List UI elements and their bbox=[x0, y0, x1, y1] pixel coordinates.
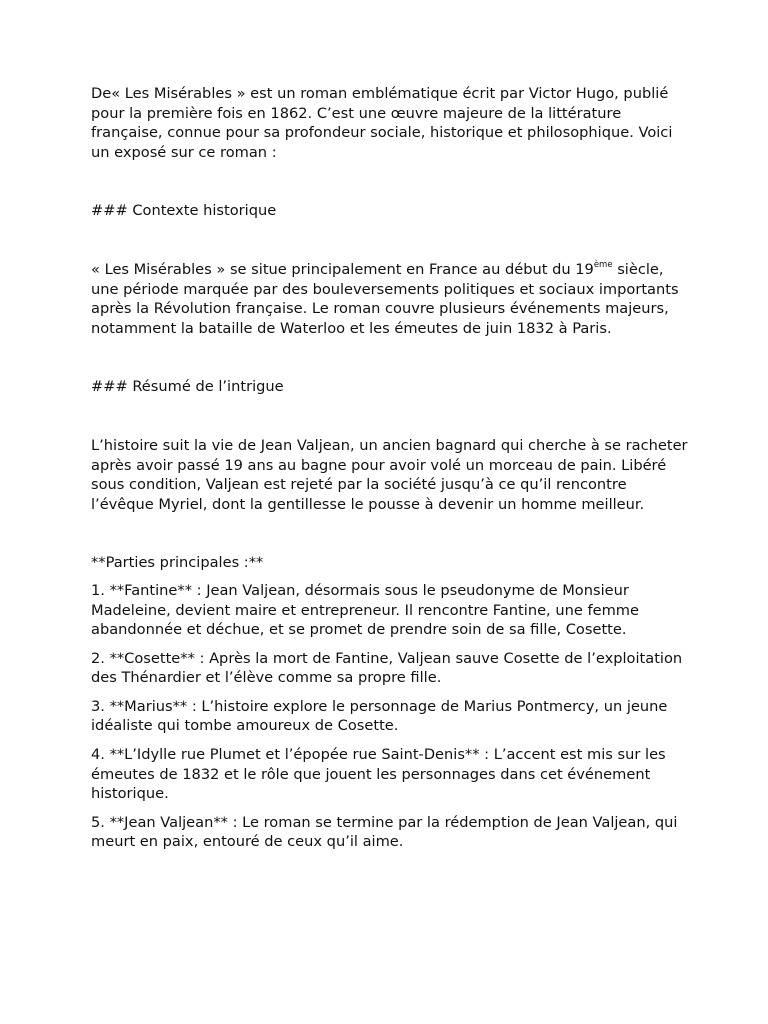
context-paragraph bbox=[91, 260, 691, 338]
list-item: 3. **Marius** : L’histoire explore le personnage de Marius Pontmercy, un jeune idéaliste qui tombe amoureux de Cosette. bbox=[91, 697, 668, 735]
list-item: 1. **Fantine** : Jean Valjean, désormais sous le pseudonyme de Monsieur Madeleine, devient maire et entrepreneur. Il rencontre Fantine, une femme abandonnée et déchue, et se promet de prendre soin de sa fille, Cosette. bbox=[91, 581, 639, 639]
parts-title: **Parties principales :** bbox=[91, 554, 264, 572]
intro-paragraph: De« Les Misérables » est un roman emblématique écrit par Victor Hugo, publié pour la première fois en 1862. C’est une œuvre majeure de la littérature française, connue pour sa profondeur sociale, historique et philosophique. Voici un exposé sur ce roman : bbox=[91, 85, 673, 161]
document-page bbox=[91, 84, 691, 861]
list-item: 5. **Jean Valjean** : Le roman se termine par la rédemption de Jean Valjean, qui meurt en paix, entouré de ceux qu’il aime. bbox=[91, 813, 678, 851]
heading-context: ### Contexte historique bbox=[91, 202, 277, 220]
summary-paragraph: L’histoire suit la vie de Jean Valjean, un ancien bagnard qui cherche à se racheter après avoir passé 19 ans au bagne pour avoir volé un morceau de pain. Libéré sous condition, Valjean est rejeté par la société jusqu’à ce qu’il rencontre l’évêque Myriel, dont la gentillesse le pousse à devenir un homme meilleur. bbox=[91, 436, 688, 513]
parts-list bbox=[91, 581, 691, 852]
context-text-start: « Les Misérables » se situe principalement en France au début du 19 bbox=[91, 260, 594, 278]
list-item: 2. **Cosette** : Après la mort de Fantine, Valjean sauve Cosette de l’exploitation des Thénardier et l’élève comme sa propre fille. bbox=[91, 649, 683, 687]
heading-summary: ### Résumé de l’intrigue bbox=[91, 378, 284, 396]
list-item: 4. **L’Idylle rue Plumet et l’épopée rue Saint-Denis** : L’accent est mis sur les émeutes de 1832 et le rôle que jouent les personnages dans cet événement historique. bbox=[91, 746, 666, 803]
context-text-end: siècle, une période marquée par des bouleversements politiques et sociaux importants après la Révolution française. Le roman couvre plusieurs événements majeurs, notamment la bataille de Waterloo et les émeutes de juin 1832 à Paris. bbox=[91, 260, 679, 337]
century-superscript: ème bbox=[593, 259, 613, 270]
